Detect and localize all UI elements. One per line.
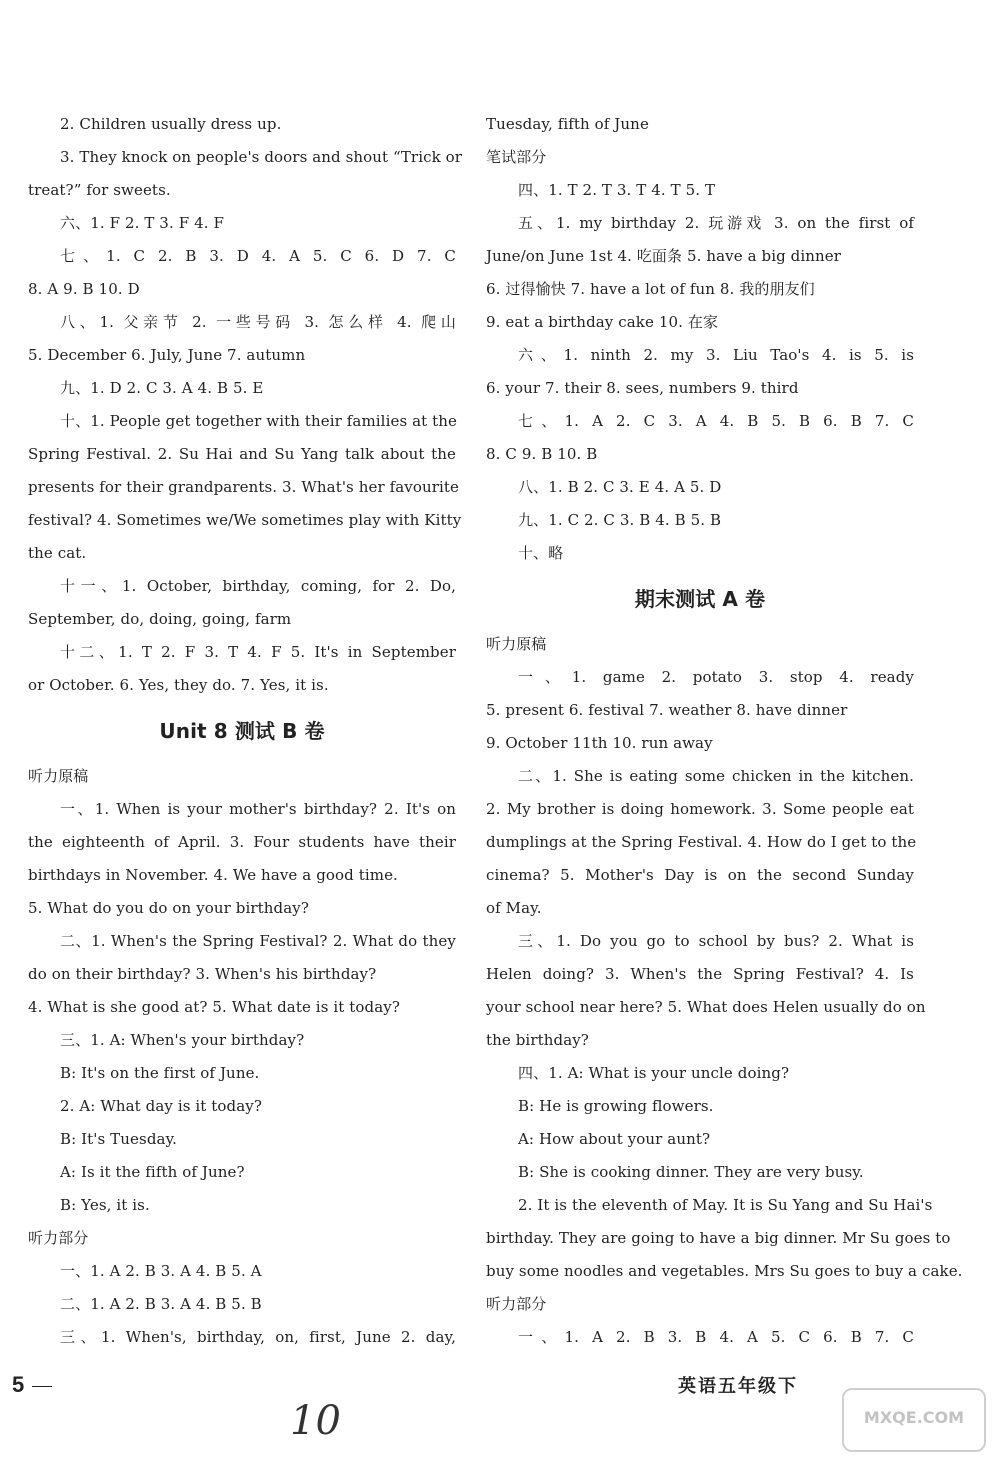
answer-line: 5. What do you do on your birthday?: [28, 899, 310, 917]
answer-line: 8. C 9. B 10. B: [486, 445, 598, 463]
answer-line: the birthday?: [486, 1031, 589, 1049]
answer-line: 六、1. ninth 2. my 3. Liu Tao's 4. is 5. is: [518, 346, 914, 364]
section-heading: 听力部分: [486, 1295, 547, 1313]
answer-line: Helen doing? 3. When's the Spring Festival? 4. Is: [486, 965, 914, 983]
answer-line: A: Is it the fifth of June?: [60, 1163, 245, 1181]
answer-line: 2. A: What day is it today?: [60, 1097, 263, 1115]
section-heading: 听力原稿: [28, 767, 89, 785]
answer-line: 5. present 6. festival 7. weather 8. have dinner: [486, 701, 848, 719]
answer-line: 九、1. C 2. C 3. B 4. B 5. B: [518, 511, 722, 529]
answer-line: 十一、1. October, birthday, coming, for 2. Do,: [60, 577, 456, 595]
answer-line: 三、1. Do you go to school by bus? 2. What is: [518, 932, 914, 950]
answer-line: of May.: [486, 899, 542, 917]
section-title: 期末测试 A 卷: [634, 587, 766, 611]
answer-line: dumplings at the Spring Festival. 4. How do I get to the: [486, 833, 917, 851]
answer-line: 五、1. my birthday 2. 玩游戏 3. on the first of: [518, 214, 914, 232]
answer-line: cinema? 5. Mother's Day is on the second Sunday: [486, 866, 914, 884]
answer-line: 一、1. game 2. potato 3. stop 4. ready: [518, 668, 914, 686]
answer-line: 二、1. A 2. B 3. A 4. B 5. B: [60, 1295, 262, 1313]
answer-line: your school near here? 5. What does Helen usually do on: [486, 998, 926, 1016]
book-title: 英语五年级下: [678, 1376, 798, 1397]
section-heading: 笔试部分: [486, 148, 547, 166]
answer-line: treat?” for sweets.: [28, 181, 171, 199]
answer-line: 4. What is she good at? 5. What date is it today?: [28, 998, 400, 1016]
answer-line: 十二、1. T 2. F 3. T 4. F 5. It's in September: [60, 643, 456, 661]
answer-line: 十、略: [518, 544, 564, 562]
section-heading: 听力原稿: [486, 635, 547, 653]
answer-line: 2. My brother is doing homework. 3. Some people eat: [486, 800, 914, 818]
answer-line: 九、1. D 2. C 3. A 4. B 5. E: [60, 379, 264, 397]
answer-line: 3. They knock on people's doors and shout “Trick or: [60, 148, 463, 166]
answer-line: buy some noodles and vegetables. Mrs Su goes to buy a cake.: [486, 1262, 963, 1280]
answer-line: do on their birthday? 3. When's his birthday?: [28, 965, 377, 983]
answer-line: 八、1. B 2. C 3. E 4. A 5. D: [518, 478, 722, 496]
answer-line: birthday. They are going to have a big dinner. Mr Su goes to: [486, 1229, 951, 1247]
answer-line: birthdays in November. 4. We have a good time.: [28, 866, 398, 884]
answer-line: June/on June 1st 4. 吃面条 5. have a big dinner: [486, 247, 842, 265]
answer-line: 一、1. A 2. B 3. B 4. A 5. C 6. B 7. C: [518, 1328, 914, 1346]
answer-line: 2. It is the eleventh of May. It is Su Yang and Su Hai's: [518, 1196, 933, 1214]
answer-line: A: How about your aunt?: [518, 1130, 711, 1148]
handwritten-note: 10: [290, 1398, 341, 1444]
answer-line: festival? 4. Sometimes we/We sometimes play with Kitty: [28, 511, 462, 529]
answer-line: 三、1. When's, birthday, on, first, June 2. day,: [60, 1328, 456, 1346]
answer-line: 5. December 6. July, June 7. autumn: [28, 346, 306, 364]
answer-line: 2. Children usually dress up.: [60, 115, 282, 133]
section-title: Unit 8 测试 B 卷: [159, 719, 325, 743]
answer-line: 六、1. F 2. T 3. F 4. F: [60, 214, 224, 232]
answer-line: 9. eat a birthday cake 10. 在家: [486, 313, 719, 331]
right-column: [486, 108, 963, 1354]
answer-line: 四、1. T 2. T 3. T 4. T 5. T: [518, 181, 716, 199]
answer-line: or October. 6. Yes, they do. 7. Yes, it is.: [28, 676, 329, 694]
answer-line: 6. your 7. their 8. sees, numbers 9. third: [486, 379, 799, 397]
answer-line: B: He is growing flowers.: [518, 1097, 714, 1115]
answer-line: 三、1. A: When's your birthday?: [60, 1031, 305, 1049]
answer-line: Tuesday, fifth of June: [486, 115, 649, 133]
answer-line: presents for their grandparents. 3. What's her favourite: [28, 478, 460, 496]
answer-line: 七、1. C 2. B 3. D 4. A 5. C 6. D 7. C: [60, 247, 456, 265]
answer-line: the cat.: [28, 544, 87, 562]
answer-line: 二、1. She is eating some chicken in the kitchen.: [518, 767, 914, 785]
left-column: [28, 108, 463, 1354]
answer-line: B: It's on the first of June.: [60, 1064, 260, 1082]
answer-line: Spring Festival. 2. Su Hai and Su Yang talk about the: [28, 445, 456, 463]
answer-line: 9. October 11th 10. run away: [486, 734, 713, 752]
section-heading: 听力部分: [28, 1229, 89, 1247]
answer-line: 七、1. A 2. C 3. A 4. B 5. B 6. B 7. C: [518, 412, 914, 430]
page-number: 5: [12, 1372, 52, 1398]
answer-line: September, do, doing, going, farm: [28, 610, 292, 628]
answer-line: 6. 过得愉快 7. have a lot of fun 8. 我的朋友们: [486, 280, 815, 298]
answer-line: 8. A 9. B 10. D: [28, 280, 140, 298]
answer-line: 十、1. People get together with their families at the: [60, 412, 458, 430]
answer-line: 二、1. When's the Spring Festival? 2. What do they: [60, 932, 456, 950]
answer-line: 一、1. When is your mother's birthday? 2. It's on: [60, 800, 456, 818]
answer-line: B: She is cooking dinner. They are very busy.: [518, 1163, 864, 1181]
watermark-logo: MXQE.COM: [842, 1388, 986, 1452]
answer-line: B: Yes, it is.: [60, 1196, 150, 1214]
answer-line: 八、1. 父亲节 2. 一些号码 3. 怎么样 4. 爬山: [60, 313, 456, 331]
answer-line: 四、1. A: What is your uncle doing?: [518, 1064, 790, 1082]
answer-line: the eighteenth of April. 3. Four students have their: [28, 833, 456, 851]
answer-line: B: It's Tuesday.: [60, 1130, 178, 1148]
answer-line: 一、1. A 2. B 3. A 4. B 5. A: [60, 1262, 262, 1280]
